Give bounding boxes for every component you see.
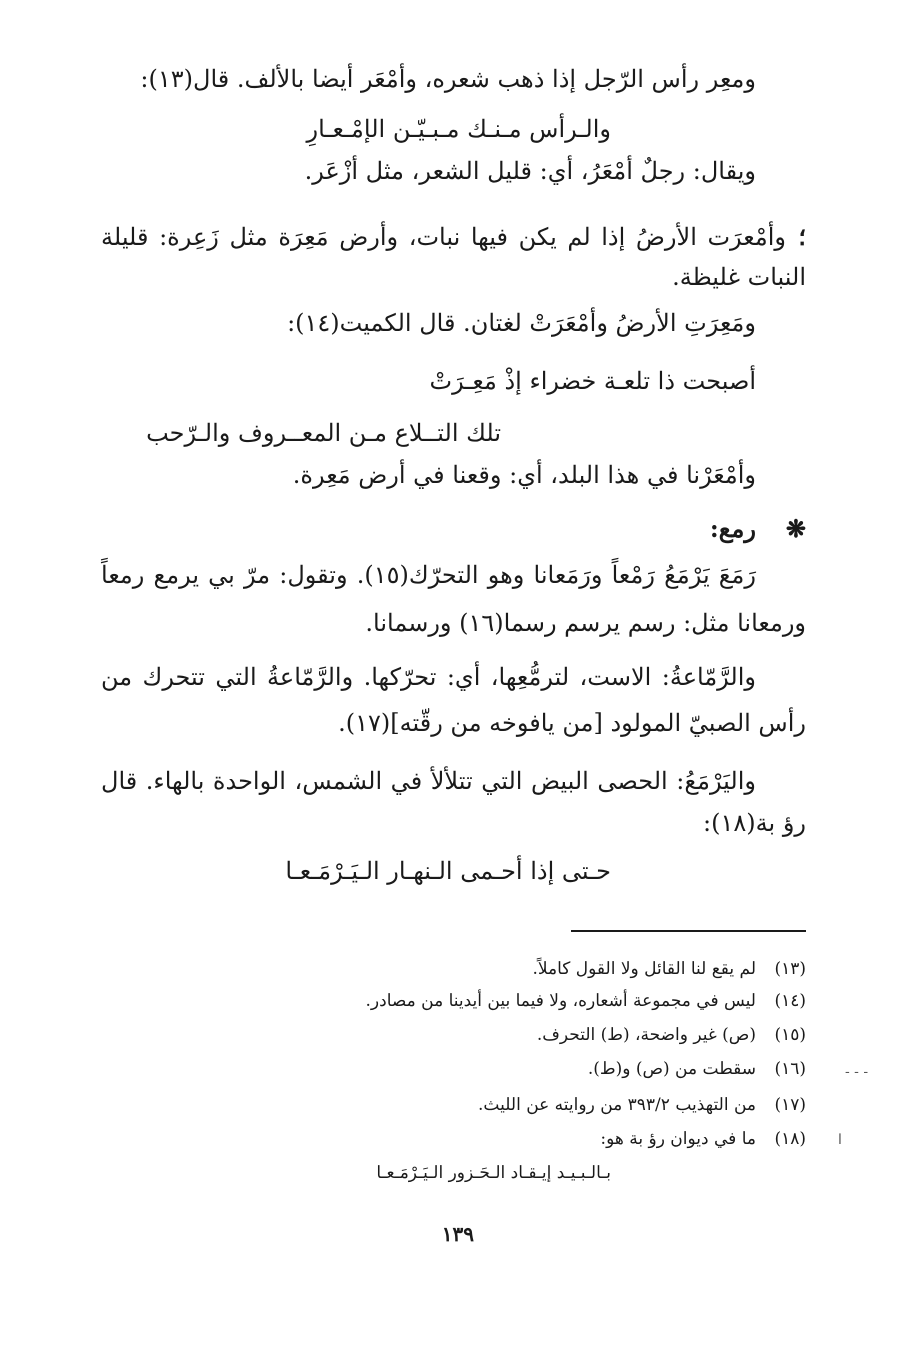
footnote-number: (١٣)	[774, 959, 806, 979]
verse-line-3: تلك التــلاع مـن المعــروف والـرّحب	[146, 419, 501, 447]
text-line-8: ورمعانا مثل: رسم يرسم رسما(١٦) ورسمانا.	[365, 609, 806, 637]
text-line-3: وأمْعرَت الأرضُ إذا لم يكن فيها نبات، وأرض مَعِرَة مثل زَعِرة: قليلة	[101, 223, 786, 251]
semicolon-mark: ؛	[798, 222, 806, 251]
footnote-text: ليس في مجموعة أشعاره، ولا فيما بين أيدينا من مصادر.	[365, 991, 756, 1011]
footnote-15	[537, 1024, 806, 1046]
text-line-12: رؤ بة(١٨):	[703, 809, 806, 837]
footnote-number: (١٤)	[774, 991, 806, 1011]
text-line-5: ومَعِرَتِ الأرضُ وأمْعَرَتْ لغتان. قال الكميت(١٤):	[287, 309, 756, 337]
footnote-number: (١٥)	[774, 1025, 806, 1045]
footnote-verse: بـالـبـيـد إيـقـاد الـحَـزور الـيَـرْمَـعـا	[376, 1163, 611, 1183]
text-line-1: ومعِر رأس الرّجل إذا ذهب شعره، وأمْعَر أيضا بالألف. قال(١٣):	[140, 65, 756, 93]
footnote-18	[600, 1128, 806, 1150]
footnote-text: لم يقع لنا القائل ولا القول كاملاً.	[532, 959, 756, 979]
footnote-17	[478, 1094, 806, 1116]
footnote-text: سقطت من (ص) و(ط).	[587, 1059, 756, 1079]
text-line-11: واليَرْمَعُ: الحصى البيض التي تتلألأ في الشمس، الواحدة بالهاء. قال	[101, 767, 756, 795]
footnote-16	[588, 1058, 806, 1080]
text-line-7: رَمَعَ يَرْمَعُ رَمْعاً ورَمَعانا وهو التحرّك(١٥). وتقول: مرّ بي يرمع رمعاً	[101, 561, 756, 589]
text-line-10: رأس الصبيّ المولود [من يافوخه من رقّته](١٧).	[338, 709, 806, 737]
text-line-4: النبات غليظة.	[672, 263, 806, 291]
star-mark: ❋	[785, 514, 806, 543]
text-line-6: وأمْعَرْنا في هذا البلد، أي: وقعنا في أرض مَعِرة.	[292, 461, 756, 489]
verse-line-2: أصبحت ذا تلعـة خضراء إذْ مَعِـرَتْ	[429, 367, 756, 395]
page-number: ١٣٩	[441, 1222, 474, 1246]
footnote-separator	[571, 930, 806, 932]
margin-mark-tick: ا	[838, 1132, 842, 1148]
footnote-number: (١٧)	[774, 1095, 806, 1115]
footnote-text: من التهذيب ٣٩٣/٢ من روايته عن الليث.	[478, 1095, 756, 1115]
footnote-14	[366, 990, 806, 1012]
footnote-number: (١٨)	[774, 1129, 806, 1149]
footnote-text: (ص) غير واضحة، (ط) التحرف.	[536, 1025, 756, 1045]
footnote-number: (١٦)	[774, 1059, 806, 1079]
margin-mark-dash: - - -	[845, 1064, 869, 1080]
text-line-2: ويقال: رجلٌ أمْعَرُ، أي: قليل الشعر، مثل أزْعَر.	[304, 157, 756, 185]
verse-line-1: والـرأس مـنـك مـبـيّـن الإمْـعـارِ	[306, 115, 611, 143]
footnote-text: ما في ديوان رؤ بة هو:	[600, 1129, 756, 1149]
text-line-9: والرَّمّاعةُ: الاست، لترمُّعِها، أي: تحرّكها. والرَّمّاعةُ التي تتحرك من	[101, 663, 756, 691]
verse-line-4: حـتى إذا أحـمى الـنهـار الـيَـرْمَـعـا	[285, 857, 611, 885]
section-heading-ramaa: رمع:	[709, 514, 756, 543]
footnote-13	[532, 958, 806, 980]
